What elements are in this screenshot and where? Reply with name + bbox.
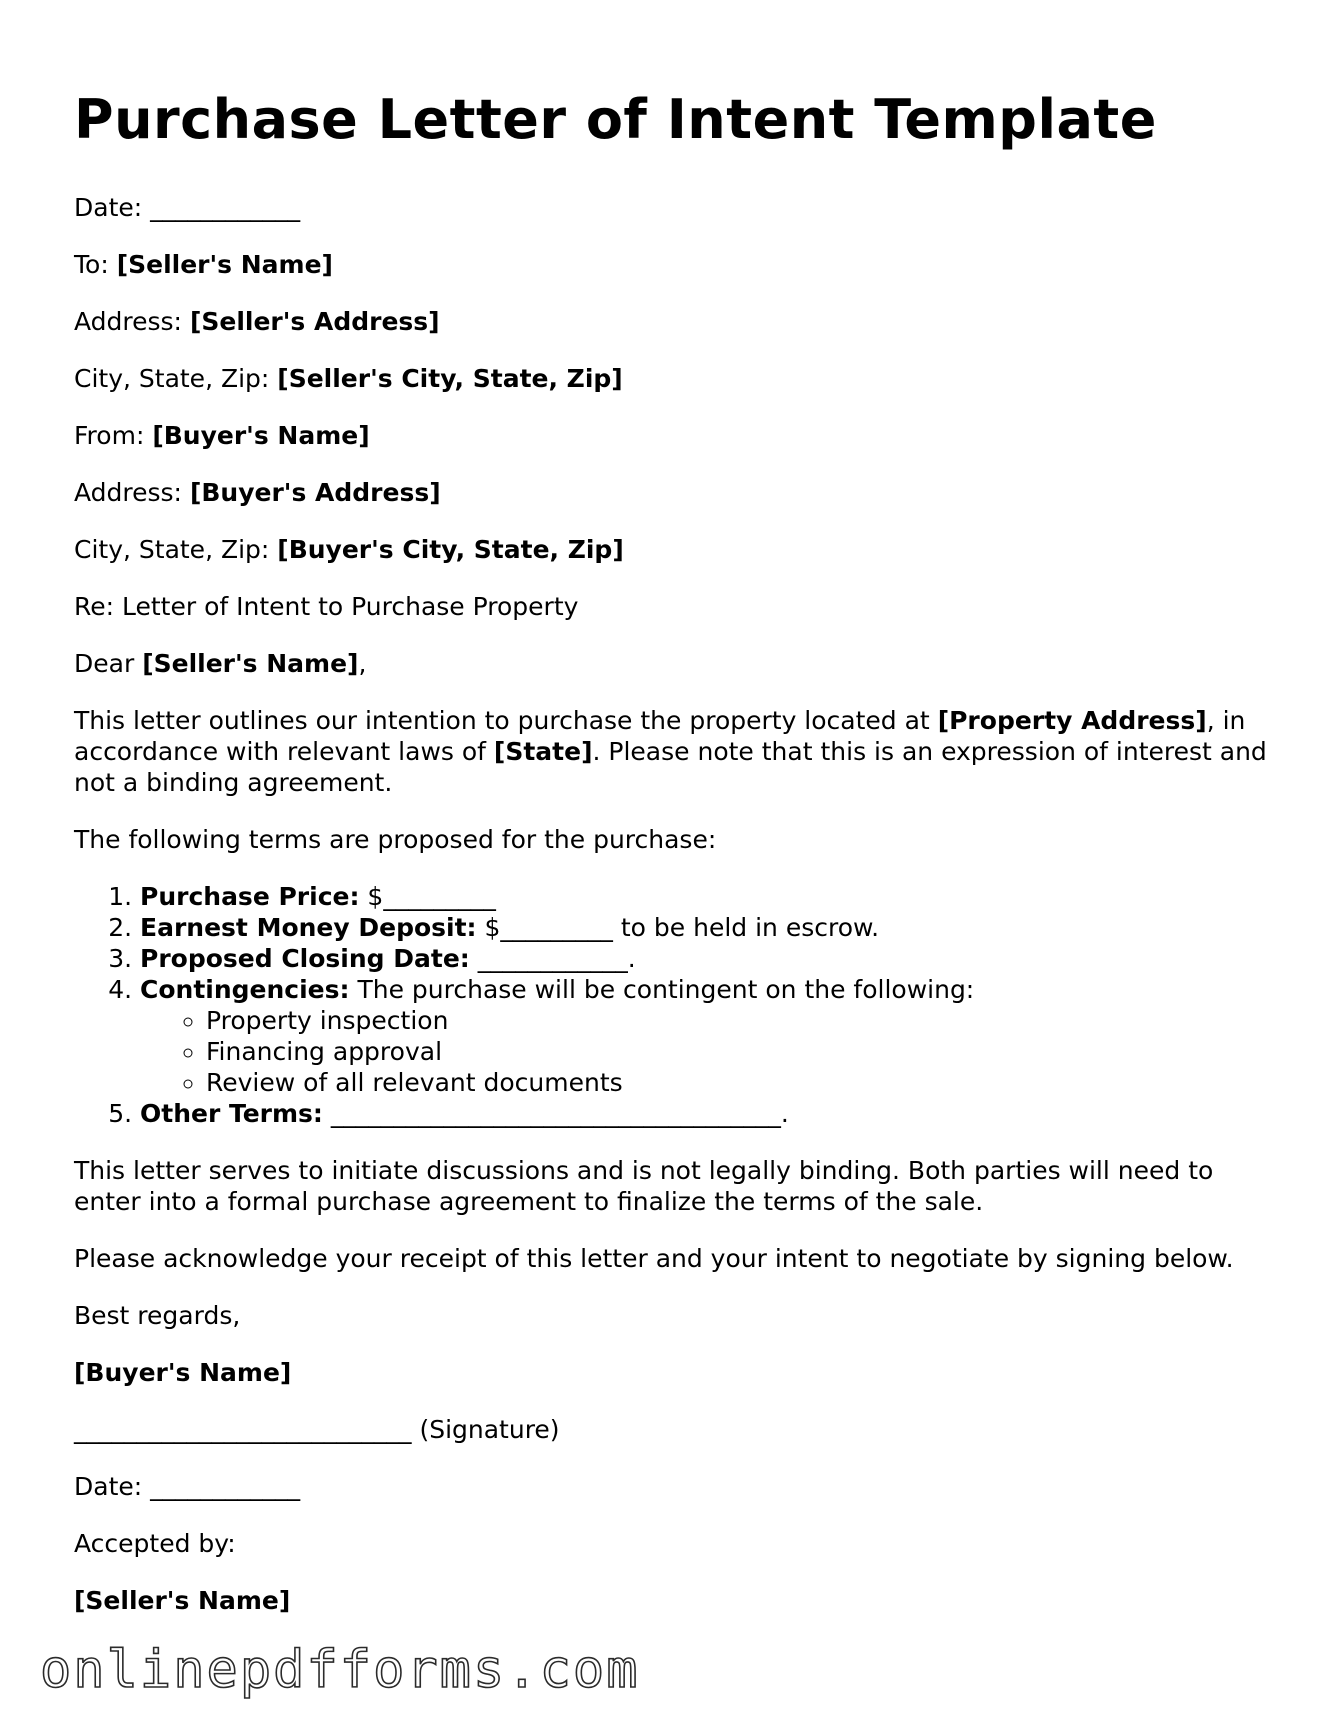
from-label: From: bbox=[74, 421, 153, 450]
term-contingencies bbox=[140, 974, 1274, 1098]
list-item: ◦ Review of all relevant documents bbox=[206, 1067, 1274, 1098]
buyer-name: [Buyer's Name] bbox=[74, 1358, 292, 1387]
from-value: [Buyer's Name] bbox=[152, 421, 370, 450]
to-line bbox=[74, 249, 1274, 280]
intro-text-2: , in accordance with relevant laws of bbox=[74, 706, 1246, 766]
property-address-placeholder: [Property Address] bbox=[937, 706, 1207, 735]
intro-text-1: This letter outlines our intention to purchase the property located at bbox=[74, 706, 938, 735]
to-value: [Seller's Name] bbox=[116, 250, 333, 279]
buyer-address-value: [Buyer's Address] bbox=[189, 478, 441, 507]
state-placeholder: [State] bbox=[493, 737, 593, 766]
buyer-address-line bbox=[74, 477, 1274, 508]
list-item: ◦ Financing approval bbox=[206, 1036, 1274, 1067]
term-label: Proposed Closing Date: bbox=[140, 944, 470, 973]
buyer-address-label: Address: bbox=[74, 478, 190, 507]
buyer-name-signature bbox=[74, 1357, 1274, 1388]
buyer-city-label: City, State, Zip: bbox=[74, 535, 278, 564]
seller-name-signature bbox=[74, 1585, 1274, 1616]
date-blank: ____________ bbox=[150, 193, 301, 222]
from-line bbox=[74, 420, 1274, 451]
signature-line: ___________________________ (Signature) bbox=[74, 1415, 560, 1444]
term-label: Contingencies: bbox=[140, 975, 350, 1004]
seller-city-label: City, State, Zip: bbox=[74, 364, 278, 393]
term-other bbox=[140, 1098, 1274, 1129]
re-line: Re: Letter of Intent to Purchase Property bbox=[74, 592, 579, 621]
intro-text-3: . Please note that this is an expression of interest and not a binding agreement. bbox=[74, 737, 1267, 797]
term-value: ____________________________________. bbox=[322, 1099, 789, 1128]
seller-address-value: [Seller's Address] bbox=[189, 307, 440, 336]
term-value: $_________ bbox=[359, 882, 496, 911]
salutation bbox=[74, 648, 1274, 679]
term-value: The purchase will be contingent on the following: bbox=[349, 975, 975, 1004]
date-label: Date: bbox=[74, 193, 151, 222]
salutation-prefix: Dear bbox=[74, 649, 143, 678]
intro-paragraph bbox=[74, 705, 1274, 798]
list-item: ◦ Property inspection bbox=[206, 1005, 1274, 1036]
term-closing-date bbox=[140, 943, 1274, 974]
letter-page bbox=[74, 88, 1274, 1642]
term-label: Other Terms: bbox=[140, 1099, 323, 1128]
term-label: Purchase Price: bbox=[140, 882, 360, 911]
signature-date-blank: ____________ bbox=[150, 1472, 301, 1501]
closing-paragraph: This letter serves to initiate discussions and is not legally binding. Both parties will need to enter into a formal purchase agreement to finalize the terms of the sale. bbox=[74, 1156, 1214, 1216]
term-earnest-deposit bbox=[140, 912, 1274, 943]
term-value: $_________ to be held in escrow. bbox=[476, 913, 880, 942]
accepted-by: Accepted by: bbox=[74, 1529, 236, 1558]
to-label: To: bbox=[74, 250, 117, 279]
terms-list bbox=[74, 881, 1274, 1129]
signature-date-line bbox=[74, 1471, 1274, 1502]
watermark-text: onlinepdfforms.com bbox=[40, 1640, 640, 1700]
salutation-suffix: , bbox=[358, 649, 367, 678]
contingency-list bbox=[140, 1005, 1274, 1098]
seller-city-line bbox=[74, 363, 1274, 394]
seller-address-label: Address: bbox=[74, 307, 190, 336]
salutation-name: [Seller's Name] bbox=[142, 649, 359, 678]
date-line bbox=[74, 192, 1274, 223]
terms-intro: The following terms are proposed for the purchase: bbox=[74, 825, 717, 854]
signoff: Best regards, bbox=[74, 1301, 241, 1330]
term-value: ____________. bbox=[469, 944, 636, 973]
acknowledge-paragraph: Please acknowledge your receipt of this letter and your intent to negotiate by signing below. bbox=[74, 1244, 1234, 1273]
signature-date-label: Date: bbox=[74, 1472, 151, 1501]
buyer-city-line bbox=[74, 534, 1274, 565]
seller-name: [Seller's Name] bbox=[74, 1586, 291, 1615]
buyer-city-value: [Buyer's City, State, Zip] bbox=[277, 535, 624, 564]
seller-city-value: [Seller's City, State, Zip] bbox=[277, 364, 623, 393]
term-label: Earnest Money Deposit: bbox=[140, 913, 477, 942]
seller-address-line bbox=[74, 306, 1274, 337]
term-purchase-price bbox=[140, 881, 1274, 912]
page-title: Purchase Letter of Intent Template bbox=[74, 88, 1157, 151]
